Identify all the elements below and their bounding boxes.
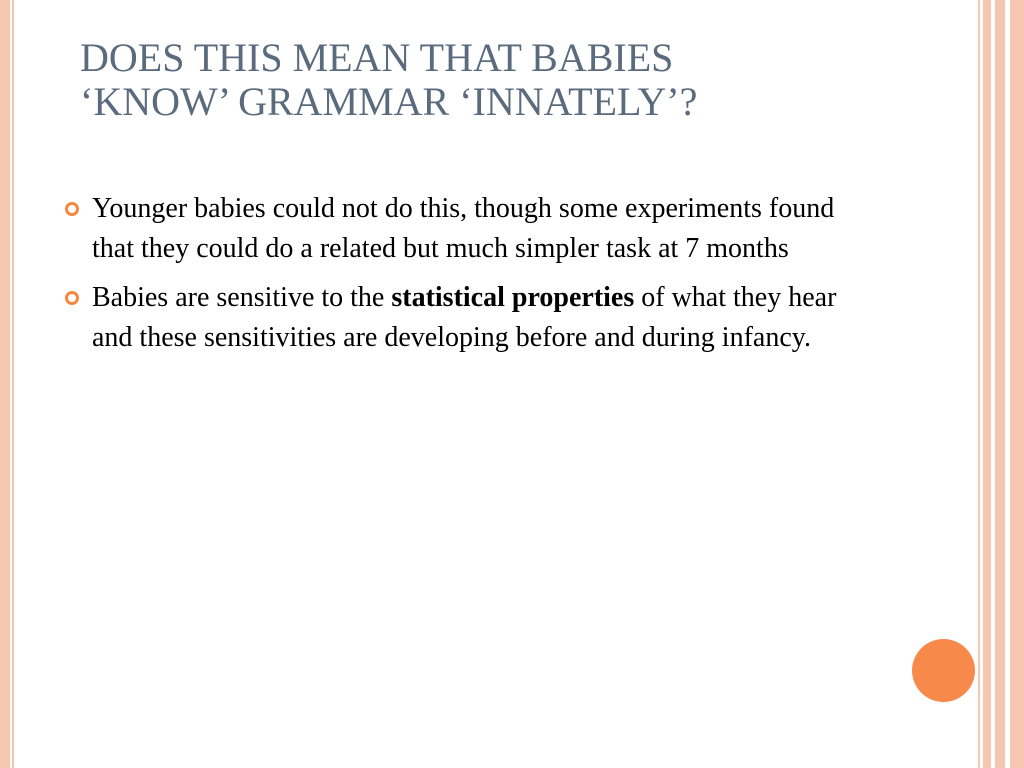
- left-border-thin-stripe: [12, 0, 14, 768]
- right-border-stripe: [1010, 0, 1024, 768]
- right-border-stripe: [978, 0, 980, 768]
- accent-circle: [912, 639, 975, 702]
- slide-title: [80, 36, 940, 124]
- slide-title-line: DOES THIS MEAN THAT BABIES: [80, 35, 674, 80]
- right-border-stripe: [995, 0, 1005, 768]
- bullet-ring-icon: [65, 291, 79, 305]
- bullet-text-lead: Babies are sensitive to the: [92, 282, 392, 313]
- bullet-text: Younger babies could not do this, though some experiments found that they could do a related but much simpler task at 7 months: [92, 193, 835, 264]
- left-border-stripe: [0, 0, 10, 768]
- bullet-text-tail: of what they hear and these sensitivities are developing before and during infancy.: [92, 282, 837, 353]
- bullet-text-emphasis: statistical properties: [391, 282, 635, 313]
- bullet-list: [62, 189, 882, 367]
- slide-title-line: ‘KNOW’ GRAMMAR ‘INNATELY’?: [80, 79, 698, 124]
- bullet-ring-icon: [65, 202, 79, 216]
- bullet-item: [62, 189, 882, 269]
- right-border-stripe: [983, 0, 991, 768]
- bullet-item: [62, 278, 882, 358]
